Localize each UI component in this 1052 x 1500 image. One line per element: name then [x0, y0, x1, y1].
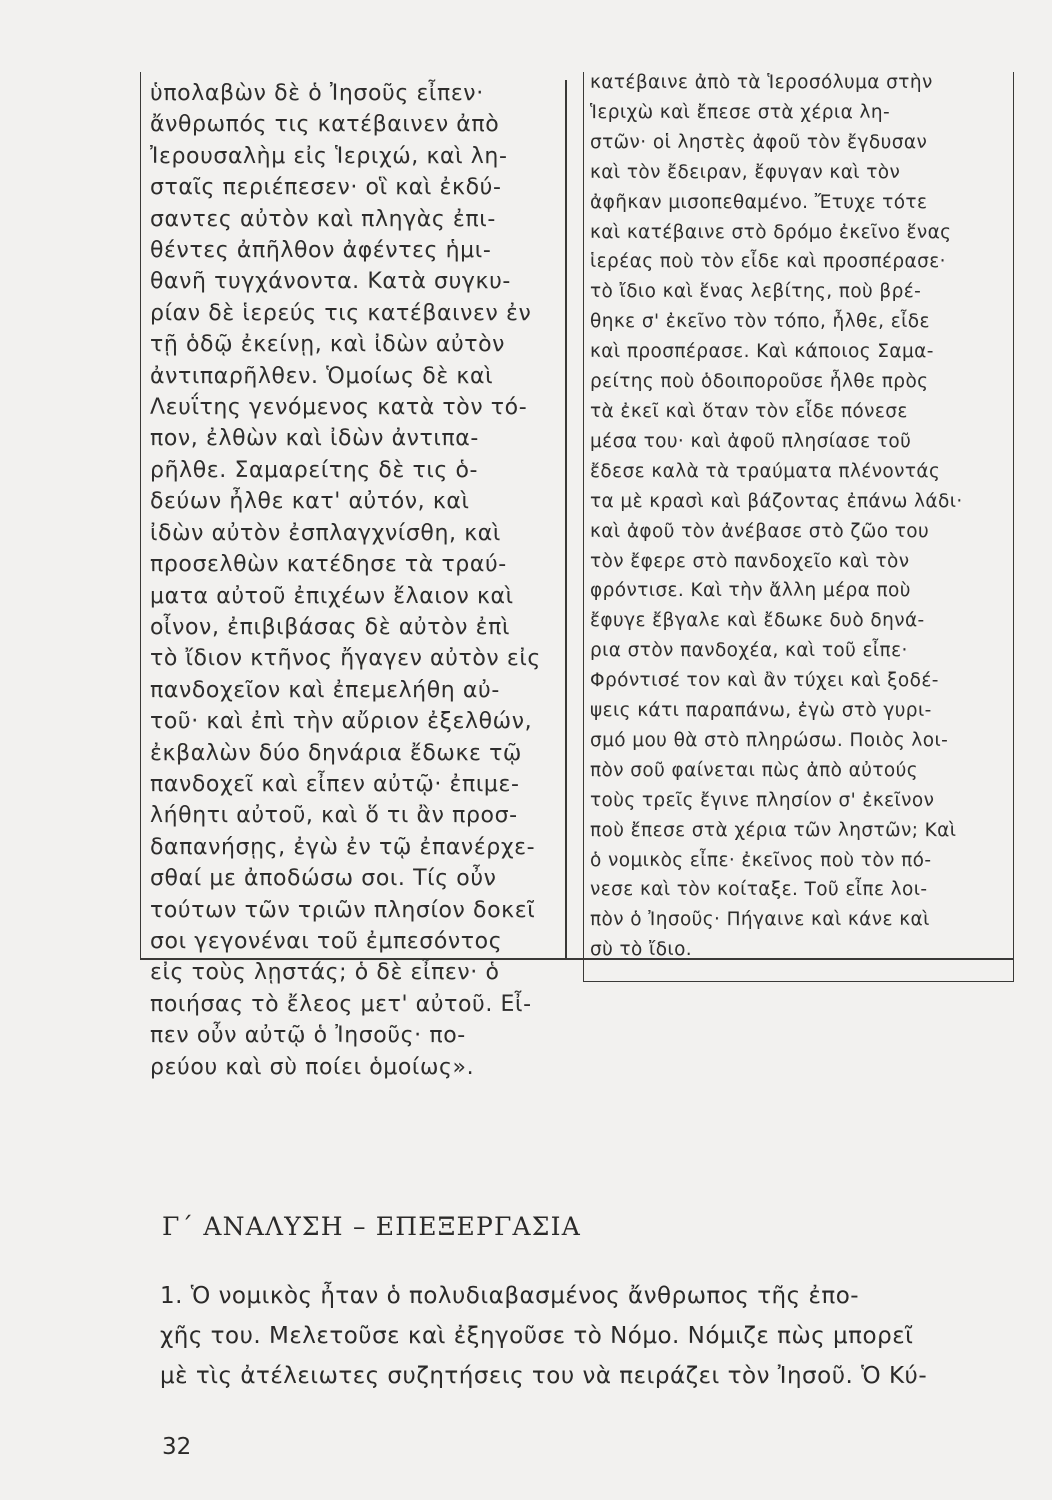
paragraph-line: 1. Ὁ νομικὸς ἦταν ὁ πολυδιαβασμένος ἄνθρωπος τῆς ἐπο-	[160, 1283, 860, 1309]
text-line: Λευΐτης γενόμενος κατὰ τὸν τό-	[150, 395, 528, 421]
column-divider-line	[565, 80, 567, 960]
analysis-paragraph	[160, 1276, 1030, 1396]
text-line: πὸν σοῦ φαίνεται πὼς ἀπὸ αὐτούς	[590, 759, 918, 781]
text-line: τὸ ἴδιον κτῆνος ἤγαγεν αὐτὸν εἰς	[150, 646, 541, 672]
text-line: φρόντισε. Καὶ τὴν ἄλλη μέρα ποὺ	[590, 580, 911, 602]
text-line: ὁ νομικὸς εἶπε· ἐκεῖνος ποὺ τὸν πό-	[590, 849, 932, 871]
text-line: τοῦ· καὶ ἐπὶ τὴν αὔριον ἐξελθών,	[150, 709, 533, 735]
text-line: τὸν ἔφερε στὸ πανδοχεῖο καὶ τὸν	[590, 550, 910, 572]
text-line: ματα αὐτοῦ ἐπιχέων ἔλαιον καὶ	[150, 583, 514, 609]
modern-greek-translation-column	[590, 68, 1005, 965]
text-line: πεν οὖν αὐτῷ ὁ Ἰησοῦς· πο-	[150, 1023, 466, 1049]
text-line: τούτων τῶν τριῶν πλησίον δοκεῖ	[150, 897, 536, 923]
section-heading: Γ΄ ΑΝΑΛΥΣΗ – ΕΠΕΞΕΡΓΑΣΙΑ	[162, 1212, 581, 1241]
text-line: καὶ κατέβαινε στὸ δρόμο ἐκεῖνο ἕνας	[590, 221, 952, 243]
text-line: πανδοχεῖ καὶ εἶπεν αὐτῷ· ἐπιμε-	[150, 771, 520, 797]
text-line: στῶν· οἱ ληστὲς ἀφοῦ τὸν ἔγδυσαν	[590, 131, 928, 153]
text-line: λήθητι αὐτοῦ, καὶ ὅ τι ἂν προσ-	[150, 803, 518, 829]
text-line: ποὺ ἔπεσε στὰ χέρια τῶν ληστῶν; Καὶ	[590, 819, 957, 841]
text-line: σὺ τὸ ἴδιο.	[590, 939, 693, 961]
text-line: σοι γεγονέναι τοῦ ἐμπεσόντος	[150, 928, 503, 954]
text-line: ἱερέας ποὺ τὸν εἶδε καὶ προσπέρασε·	[590, 251, 946, 273]
text-line: τῇ ὁδῷ ἐκείνῃ, καὶ ἰδὼν αὐτὸν	[150, 332, 506, 358]
text-line: Ἰερουσαλὴμ εἰς Ἱεριχώ, καὶ λη-	[150, 143, 508, 169]
text-line: νεσε καὶ τὸν κοίταξε. Τοῦ εἶπε λοι-	[590, 879, 928, 901]
text-line: τα μὲ κρασὶ καὶ βάζοντας ἐπάνω λάδι·	[590, 490, 963, 512]
text-line: τὸ ἴδιο καὶ ἕνας λεβίτης, ποὺ βρέ-	[590, 281, 922, 303]
text-line: καὶ ἀφοῦ τὸν ἀνέβασε στὸ ζῶο του	[590, 520, 930, 542]
text-line: ρια στὸν πανδοχέα, καὶ τοῦ εἶπε·	[590, 640, 908, 662]
text-line: πον, ἐλθὼν καὶ ἰδὼν ἀντιπα-	[150, 426, 479, 452]
page-number: 32	[162, 1434, 192, 1460]
text-line: μέσα του· καὶ ἀφοῦ πλησίασε τοῦ	[590, 430, 912, 452]
text-line: πὸν ὁ Ἰησοῦς· Πήγαινε καὶ κάνε καὶ	[590, 909, 930, 931]
text-line: σθαί με ἀποδώσω σοι. Τίς οὖν	[150, 866, 497, 892]
text-line: ρίαν δὲ ἱερεύς τις κατέβαινεν ἐν	[150, 300, 532, 326]
text-line: σταῖς περιέπεσεν· οἳ καὶ ἐκδύ-	[150, 175, 502, 201]
text-line: ἀντιπαρῆλθεν. Ὁμοίως δὲ καὶ	[150, 363, 494, 389]
text-line: καὶ προσπέρασε. Καὶ κάποιος Σαμα-	[590, 341, 934, 363]
text-line: ψεις κάτι παραπάνω, ἐγὼ στὸ γυρι-	[590, 700, 932, 722]
text-line: ἐκβαλὼν δύο δηνάρια ἔδωκε τῷ	[150, 740, 522, 766]
text-line: θανῆ τυγχάνοντα. Κατὰ συγκυ-	[150, 269, 511, 295]
text-line: ἰδὼν αὐτὸν ἐσπλαγχνίσθη, καὶ	[150, 520, 501, 546]
text-line: σαντες αὐτὸν καὶ πληγὰς ἐπι-	[150, 206, 496, 232]
text-line: εἰς τοὺς λῃστάς; ὁ δὲ εἶπεν· ὁ	[150, 960, 500, 986]
text-line: ποιήσας τὸ ἔλεος μετ' αὐτοῦ. Εἶ-	[150, 991, 532, 1017]
text-line: προσελθὼν κατέδησε τὰ τραύ-	[150, 552, 507, 578]
text-line: ρῆλθε. Σαμαρείτης δὲ τις ὁ-	[150, 457, 479, 483]
paragraph-line: μὲ τὶς ἀτέλειωτες συζητήσεις του νὰ πειράζει τὸν Ἰησοῦ. Ὁ Κύ-	[160, 1363, 928, 1389]
text-line: θηκε σ' ἐκεῖνο τὸν τόπο, ἦλθε, εἶδε	[590, 311, 930, 333]
text-line: θέντες ἀπῆλθον ἀφέντες ἡμι-	[150, 238, 492, 264]
text-line: ἔφυγε ἔβγαλε καὶ ἔδωκε δυὸ δηνά-	[590, 610, 925, 632]
text-line: καὶ τὸν ἔδειραν, ἔφυγαν καὶ τὸν	[590, 161, 901, 183]
text-line: δεύων ἦλθε κατ' αὐτόν, καὶ	[150, 489, 470, 515]
text-line: ἔδεσε καλὰ τὰ τραύματα πλένοντάς	[590, 460, 941, 482]
text-line: οἶνον, ἐπιβιβάσας δὲ αὐτὸν ἐπὶ	[150, 614, 511, 640]
text-line: τοὺς τρεῖς ἔγινε πλησίον σ' ἐκεῖνον	[590, 789, 935, 811]
text-line: ρεύου καὶ σὺ ποίει ὁμοίως».	[150, 1054, 475, 1080]
paragraph-line: χῆς του. Μελετοῦσε καὶ ἐξηγοῦσε τὸ Νόμο. Νόμιζε πὼς μπορεῖ	[160, 1323, 914, 1349]
ancient-greek-text-column	[150, 78, 565, 1083]
text-line: κατέβαινε ἀπὸ τὰ Ἱεροσόλυμα στὴν	[590, 72, 933, 93]
text-line: σμό μου θὰ στὸ πληρώσω. Ποιὸς λοι-	[590, 729, 949, 751]
text-line: πανδοχεῖον καὶ ἐπεμελήθη αὐ-	[150, 677, 500, 703]
text-line: τὰ ἐκεῖ καὶ ὅταν τὸν εἶδε πόνεσε	[590, 400, 908, 422]
text-line: ἄνθρωπός τις κατέβαινεν ἀπὸ	[150, 112, 500, 138]
text-line: Φρόντισέ τον καὶ ἂν τύχει καὶ ξοδέ-	[590, 670, 939, 692]
text-line: δαπανήσῃς, ἐγὼ ἐν τῷ ἐπανέρχε-	[150, 834, 536, 860]
text-line: ἀφῆκαν μισοπεθαμένο. Ἔτυχε τότε	[590, 191, 928, 213]
text-line: Ἱεριχὼ καὶ ἔπεσε στὰ χέρια λη-	[590, 101, 891, 123]
text-line: ρείτης ποὺ ὁδοιποροῦσε ἦλθε πρὸς	[590, 371, 929, 393]
text-line: ὑπολαβὼν δὲ ὁ Ἰησοῦς εἶπεν·	[150, 81, 484, 106]
